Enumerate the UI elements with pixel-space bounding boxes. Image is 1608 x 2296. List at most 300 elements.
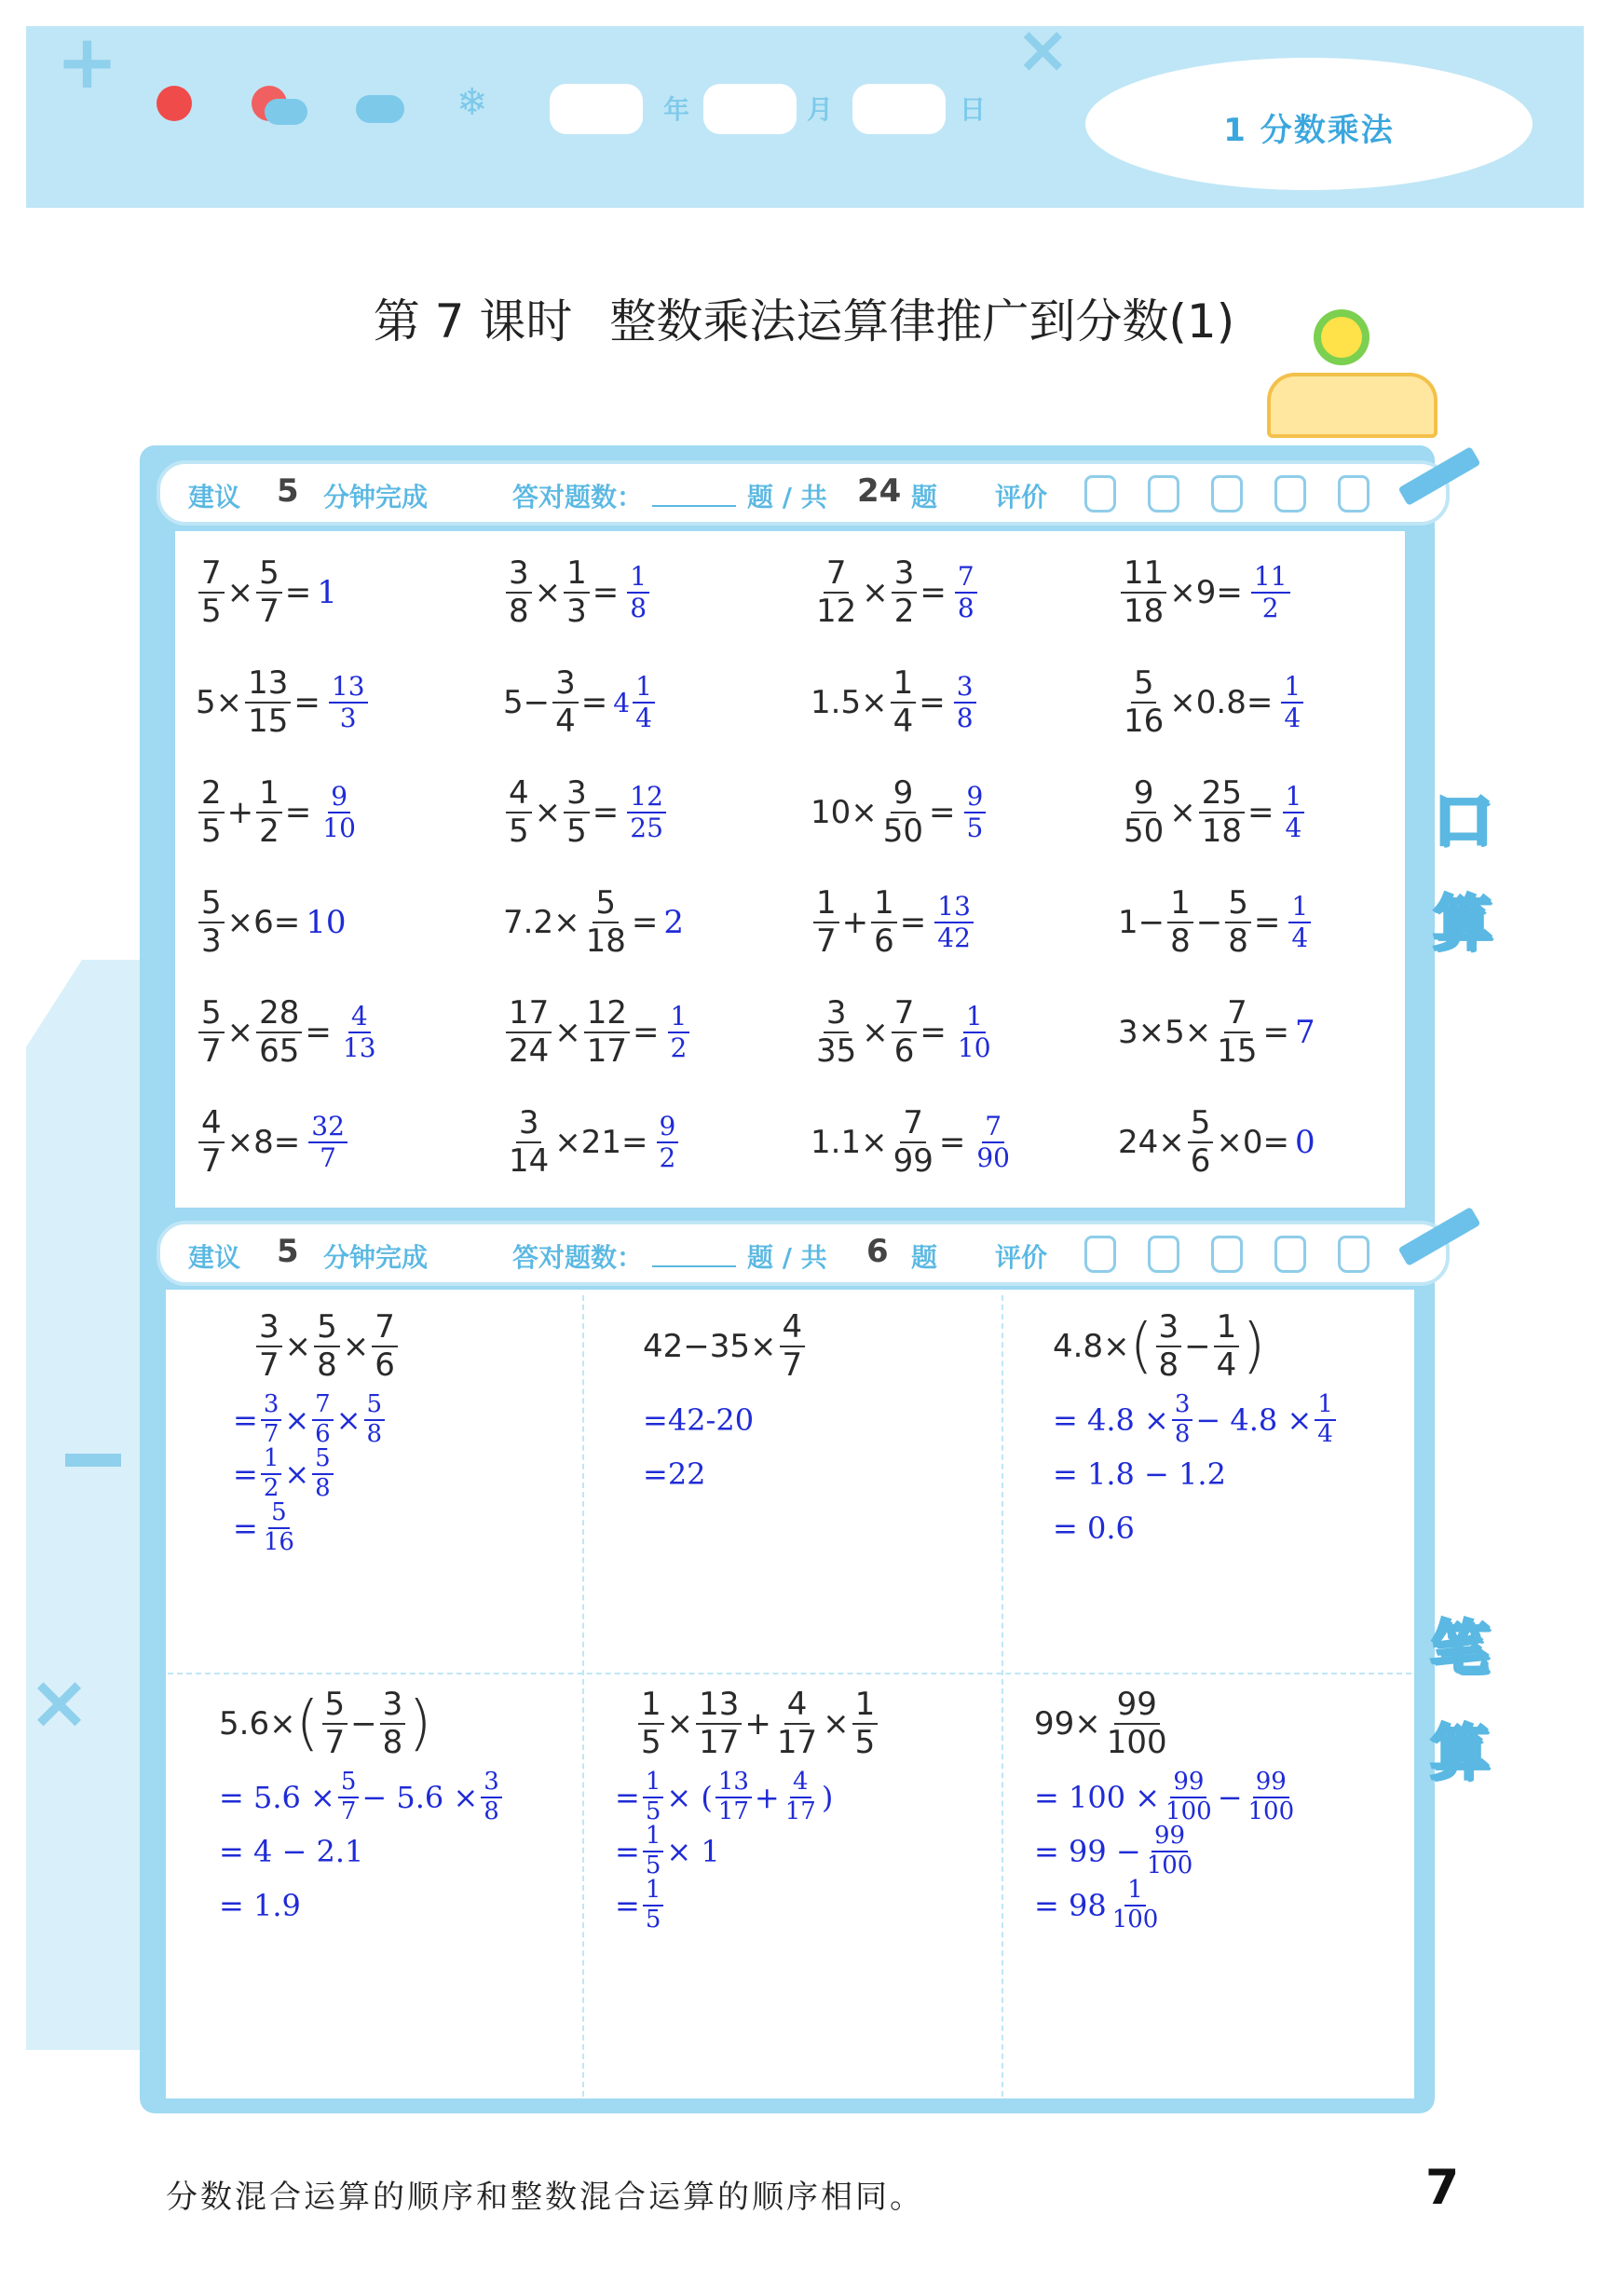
fraction <box>633 672 655 733</box>
numerator: 1 <box>638 1687 664 1725</box>
denominator: 18 <box>585 922 626 960</box>
oral-answer[interactable] <box>663 904 684 941</box>
denominator: 16 <box>1124 703 1165 740</box>
numerator: 3 <box>552 665 579 704</box>
solution-step <box>1034 1770 1425 1824</box>
oral-answer[interactable] <box>306 904 346 941</box>
oral-question <box>196 555 311 630</box>
written-problem <box>643 1300 1034 1501</box>
fraction <box>1121 665 1166 740</box>
numerator: 5 <box>314 1309 340 1347</box>
numerator: 1 <box>1288 892 1311 923</box>
written-rating-label: 评价 <box>995 1242 1048 1273</box>
numerator: 1 <box>256 775 282 813</box>
written-solution[interactable] <box>615 1770 1006 1933</box>
oral-question <box>1118 1105 1289 1180</box>
oral-answer[interactable] <box>932 892 976 953</box>
denominator: 17 <box>699 1724 740 1761</box>
math-text: = 4.8 × <box>1053 1402 1169 1438</box>
numerator: 4 <box>780 1309 806 1347</box>
fraction <box>657 1112 679 1173</box>
flower-icon <box>1321 317 1362 358</box>
oral-question <box>196 885 300 960</box>
numerator: 99 <box>1170 1769 1206 1798</box>
written-question <box>635 1677 1006 1770</box>
oral-question <box>1118 775 1274 850</box>
written-solution[interactable] <box>1034 1770 1425 1933</box>
oral-question <box>503 1105 648 1180</box>
math-text: × <box>226 574 254 611</box>
solution-step <box>1053 1501 1444 1555</box>
math-text: × ( <box>666 1780 713 1815</box>
thumbs-up-icon[interactable] <box>1084 1236 1116 1273</box>
math-text: ×21= <box>554 1124 648 1161</box>
denominator: 100 <box>1146 1852 1193 1879</box>
fraction <box>638 1687 664 1761</box>
math-text: − <box>1195 904 1223 941</box>
written-correct-input[interactable] <box>652 1237 736 1267</box>
denominator: 5 <box>645 1852 661 1879</box>
denominator: 17 <box>784 1797 816 1825</box>
math-text: 99× <box>1034 1705 1101 1742</box>
fraction <box>1199 775 1245 850</box>
numerator: 5 <box>198 885 225 923</box>
denominator: 8 <box>484 1797 499 1825</box>
rainy-icon[interactable] <box>356 86 391 121</box>
numerator: 7 <box>892 995 918 1033</box>
solution-step <box>1053 1447 1444 1501</box>
written-solution[interactable] <box>1053 1390 1444 1555</box>
oral-answer[interactable] <box>951 672 979 733</box>
denominator: 42 <box>937 922 971 953</box>
lesson-title <box>0 284 1608 351</box>
oral-problem <box>1118 766 1307 859</box>
math-text: × <box>554 1014 581 1051</box>
denominator: 10 <box>322 813 356 843</box>
fraction <box>1104 1687 1170 1761</box>
numerator: 7 <box>900 1105 926 1143</box>
math-text: 1 <box>317 574 337 611</box>
written-suggest-prefix: 建议 <box>188 1242 241 1273</box>
fraction <box>364 1391 386 1449</box>
denominator: 3 <box>339 703 357 733</box>
denominator: 5 <box>854 1724 876 1761</box>
denominator: 50 <box>1124 813 1165 850</box>
solution-step <box>615 1770 1006 1824</box>
written-rating-thumbs <box>1084 1236 1383 1273</box>
oral-question <box>196 995 332 1070</box>
oral-problem <box>503 1096 681 1189</box>
oral-question <box>811 775 956 850</box>
oral-answer[interactable] <box>1248 562 1293 623</box>
math-text: × 1 <box>666 1834 720 1869</box>
denominator: 100 <box>1165 1797 1212 1825</box>
numerator: 1 <box>963 1002 986 1033</box>
math-text: × <box>666 1705 694 1742</box>
fraction <box>1188 1105 1214 1180</box>
numerator: 1 <box>891 665 917 704</box>
math-text: 2 <box>663 904 684 941</box>
oral-question <box>196 1105 300 1180</box>
math-text: = <box>305 1014 332 1051</box>
math-text: 5− <box>503 684 551 721</box>
math-text: = <box>615 1834 640 1869</box>
fraction <box>880 775 926 850</box>
numerator: 1 <box>1124 1877 1146 1906</box>
denominator: 7 <box>320 1142 336 1173</box>
fraction <box>813 885 839 960</box>
oral-problem <box>811 656 979 749</box>
fraction <box>1283 782 1305 843</box>
written-correct-label: 答对题数： <box>512 1242 644 1273</box>
fraction <box>583 885 629 960</box>
oral-answer[interactable] <box>1280 782 1308 843</box>
numerator: 13 <box>696 1687 742 1725</box>
fraction <box>261 1391 282 1449</box>
denominator: 2 <box>263 1474 279 1502</box>
denominator: 7 <box>201 1032 222 1070</box>
parenthesis: ( <box>1129 1312 1153 1381</box>
fraction <box>1144 1823 1196 1880</box>
thumbs-up-icon[interactable] <box>1338 1236 1370 1273</box>
written-problem <box>1034 1677 1425 1933</box>
fraction <box>198 885 225 960</box>
denominator: 13 <box>342 1032 376 1063</box>
lesson-topic: 整数乘法运算律推广到分数(1) <box>609 294 1235 348</box>
oral-question <box>1118 885 1280 960</box>
math-text: + <box>744 1705 771 1742</box>
written-solution[interactable] <box>233 1390 624 1556</box>
year-field[interactable] <box>550 84 643 134</box>
math-text: 4.8× <box>1053 1328 1130 1365</box>
fraction <box>627 562 649 623</box>
fraction <box>955 562 977 623</box>
denominator: 50 <box>882 813 924 850</box>
fraction <box>783 1769 819 1826</box>
fraction <box>1172 1391 1193 1449</box>
oral-answer[interactable] <box>952 562 980 623</box>
denominator: 2 <box>259 813 279 850</box>
oral-question <box>1118 555 1243 630</box>
oral-problem <box>1118 656 1306 749</box>
denominator: 4 <box>1317 1420 1333 1448</box>
unit-title: 1 分数乘法 <box>1223 112 1395 149</box>
numerator: 3 <box>824 995 850 1033</box>
numerator: 7 <box>198 555 225 594</box>
math-text: × <box>284 1402 310 1438</box>
oral-answer[interactable] <box>665 1002 693 1063</box>
oral-question <box>503 555 619 630</box>
denominator: 15 <box>248 703 289 740</box>
fraction <box>643 1877 664 1934</box>
oral-answer[interactable] <box>317 782 361 843</box>
fraction <box>1163 1769 1215 1826</box>
denominator: 4 <box>1216 1346 1237 1384</box>
numerator: 13 <box>934 892 974 923</box>
numerator: 13 <box>245 665 291 704</box>
oral-answer[interactable] <box>317 574 337 611</box>
numerator: 28 <box>256 995 302 1033</box>
math-text: = 4 − 2.1 <box>219 1834 364 1869</box>
numerator: 7 <box>982 1112 1004 1143</box>
numerator: 99 <box>1151 1823 1188 1852</box>
math-text: = <box>580 684 608 721</box>
oral-label-1: 口 <box>1433 787 1492 856</box>
thumbs-up-icon[interactable] <box>1084 475 1116 512</box>
denominator: 6 <box>874 922 894 960</box>
math-text: = <box>1247 794 1274 831</box>
numerator: 1 <box>564 555 590 594</box>
month-label: 月 <box>807 94 834 125</box>
solution-step <box>643 1447 1034 1501</box>
day-field[interactable] <box>852 84 946 134</box>
fraction <box>198 995 225 1070</box>
oral-rating-thumbs <box>1084 475 1383 512</box>
denominator: 65 <box>259 1032 300 1070</box>
numerator: 3 <box>892 555 918 594</box>
oral-problem <box>196 876 347 969</box>
math-text: 24× <box>1118 1124 1185 1161</box>
oral-answer[interactable] <box>971 1112 1015 1173</box>
oral-problem <box>196 546 337 639</box>
math-text: = 98 <box>1034 1888 1107 1923</box>
math-text: − 5.6 × <box>361 1780 479 1815</box>
math-text: 42−35× <box>643 1328 777 1365</box>
denominator: 6 <box>1190 1142 1211 1180</box>
thumbs-up-icon[interactable] <box>1148 475 1179 512</box>
denominator: 100 <box>1106 1724 1167 1761</box>
thumbs-up-icon[interactable] <box>1211 1236 1243 1273</box>
oral-problem <box>811 986 997 1079</box>
math-text: × <box>862 1014 889 1051</box>
oral-answer[interactable] <box>337 1002 382 1063</box>
written-solution[interactable] <box>219 1770 610 1933</box>
denominator: 14 <box>509 1142 550 1180</box>
denominator: 8 <box>509 593 529 630</box>
math-text: 7.2× <box>503 904 580 941</box>
oral-answer[interactable] <box>326 672 371 733</box>
thumbs-up-icon[interactable] <box>1211 475 1243 512</box>
oral-question <box>196 775 311 850</box>
thumbs-up-icon[interactable] <box>1338 475 1370 512</box>
math-text: = 5.6 × <box>219 1780 335 1815</box>
numerator: 7 <box>955 562 977 594</box>
oral-question <box>811 665 946 740</box>
oral-answer[interactable] <box>1295 1014 1315 1051</box>
numerator: 1 <box>668 1002 690 1033</box>
parenthesis: ) <box>408 1689 432 1758</box>
plus-decoration-icon: + <box>56 19 119 105</box>
denominator: 2 <box>1261 593 1279 623</box>
fraction <box>584 995 630 1070</box>
math-text: = <box>284 574 312 611</box>
denominator: 3 <box>201 922 222 960</box>
oral-info-bar <box>157 460 1450 526</box>
math-text: = <box>1253 904 1281 941</box>
math-text: = <box>633 1014 660 1051</box>
oral-correct-input[interactable] <box>652 477 736 507</box>
math-text: = <box>920 574 947 611</box>
numerator: 7 <box>372 1309 398 1347</box>
math-text: × <box>226 1014 254 1051</box>
numerator: 1 <box>852 1687 879 1725</box>
denominator: 5 <box>645 1906 661 1934</box>
parenthesis: ) <box>1242 1312 1266 1381</box>
numerator: 12 <box>584 995 630 1033</box>
snow-icon[interactable]: ❄ <box>457 81 488 124</box>
thumbs-up-icon[interactable] <box>1274 1236 1306 1273</box>
thumbs-up-icon[interactable] <box>1148 1236 1179 1273</box>
day-label: 日 <box>960 94 987 125</box>
fraction <box>256 555 282 630</box>
fraction <box>245 665 291 740</box>
fraction <box>892 995 918 1070</box>
oral-question <box>503 775 619 850</box>
fraction <box>954 672 976 733</box>
written-question <box>1034 1677 1425 1770</box>
parenthesis: ( <box>295 1689 320 1758</box>
math-text: − <box>1184 1328 1211 1365</box>
minus-decoration-icon <box>65 1454 121 1467</box>
oral-problem <box>196 1096 350 1189</box>
numerator: 25 <box>1199 775 1245 813</box>
oral-total-prefix: 题 / 共 <box>747 482 827 512</box>
oral-suggest-prefix: 建议 <box>188 482 241 512</box>
solution-step <box>615 1824 1006 1879</box>
fraction <box>256 995 302 1070</box>
denominator: 99 <box>893 1142 933 1180</box>
numerator: 4 <box>784 1687 811 1725</box>
numerator: 3 <box>481 1769 502 1798</box>
oral-answer[interactable] <box>1295 1124 1315 1161</box>
numerator: 32 <box>308 1112 347 1143</box>
denominator: 8 <box>366 1420 383 1448</box>
denominator: 17 <box>776 1724 818 1761</box>
denominator: 6 <box>375 1346 395 1384</box>
oral-answer[interactable] <box>624 782 669 843</box>
oral-answer[interactable] <box>1286 892 1314 953</box>
math-text: − <box>1217 1780 1243 1815</box>
oral-answer[interactable] <box>654 1112 682 1173</box>
sunny-icon[interactable] <box>157 86 192 121</box>
solution-step <box>219 1879 610 1933</box>
fraction <box>312 1445 334 1503</box>
written-total-suffix: 题 <box>911 1242 938 1273</box>
math-text: = <box>615 1888 640 1923</box>
denominator: 25 <box>630 813 663 843</box>
math-text: = <box>920 1014 947 1051</box>
partly-cloudy-icon[interactable] <box>252 86 287 121</box>
numerator: 4 <box>506 775 532 813</box>
fraction <box>891 665 917 740</box>
math-text: 1.1× <box>811 1124 888 1161</box>
fraction <box>261 1499 297 1557</box>
fraction <box>372 1309 398 1384</box>
oral-answer[interactable] <box>952 1002 997 1063</box>
numerator: 7 <box>312 1391 334 1421</box>
thumbs-up-icon[interactable] <box>1274 475 1306 512</box>
numerator: 3 <box>564 775 590 813</box>
math-text: ×9= <box>1169 574 1243 611</box>
fraction <box>1288 892 1311 953</box>
oral-answer[interactable] <box>306 1112 350 1173</box>
fraction <box>481 1769 502 1826</box>
numerator: 1 <box>1167 885 1193 923</box>
oral-answer[interactable] <box>1278 672 1306 733</box>
numerator: 1 <box>633 672 655 704</box>
oral-question <box>1118 995 1289 1070</box>
math-text: = <box>233 1402 258 1438</box>
math-text: = <box>233 1456 258 1492</box>
math-text: 1.5× <box>811 684 888 721</box>
math-text: = <box>592 574 620 611</box>
denominator: 4 <box>1285 813 1302 843</box>
oral-problem <box>1118 1096 1315 1189</box>
oral-suggest-suffix: 分钟完成 <box>323 482 429 512</box>
denominator: 6 <box>315 1420 331 1448</box>
math-text: = <box>919 684 946 721</box>
math-text: = 0.6 <box>1053 1510 1135 1546</box>
denominator: 8 <box>1228 922 1248 960</box>
oral-problem <box>503 986 692 1079</box>
numerator: 1 <box>1283 782 1305 813</box>
fraction <box>892 555 918 630</box>
numerator: 1 <box>627 562 649 594</box>
oral-question <box>811 1105 965 1180</box>
footer-tip: 分数混合运算的顺序和整数混合运算的顺序相同。 <box>166 2179 924 2216</box>
denominator: 7 <box>324 1724 346 1761</box>
written-total: 6 <box>866 1233 889 1270</box>
lesson-number: 第 7 课时 <box>373 294 573 348</box>
fraction <box>552 665 579 740</box>
oral-problem <box>503 546 652 639</box>
numerator: 5 <box>312 1445 334 1475</box>
denominator: 17 <box>586 1032 628 1070</box>
denominator: 7 <box>340 1797 357 1825</box>
math-text: =22 <box>643 1456 706 1492</box>
numerator: 5 <box>198 995 225 1033</box>
written-solution[interactable] <box>643 1393 1034 1501</box>
numerator: 3 <box>506 555 532 594</box>
denominator: 8 <box>317 1346 337 1384</box>
oral-problem <box>811 876 976 969</box>
oral-question <box>503 995 660 1070</box>
math-text: ×8= <box>226 1124 301 1161</box>
math-text: × <box>1169 794 1196 831</box>
solution-step <box>219 1824 610 1879</box>
oral-answer[interactable] <box>624 562 652 623</box>
numerator: 9 <box>657 1112 679 1143</box>
math-text: × <box>823 1705 850 1742</box>
oral-label-2: 算 <box>1433 890 1492 959</box>
times-decoration-icon: × <box>28 1659 91 1745</box>
math-text: 7 <box>1295 1014 1315 1051</box>
numerator: 4 <box>790 1769 811 1798</box>
denominator: 3 <box>566 593 587 630</box>
month-field[interactable] <box>703 84 797 134</box>
numerator: 3 <box>261 1391 282 1421</box>
denominator: 8 <box>382 1724 403 1761</box>
denominator: 8 <box>630 593 647 623</box>
written-total-prefix: 题 / 共 <box>747 1242 827 1273</box>
fraction <box>1225 885 1251 960</box>
oral-problem <box>503 766 669 859</box>
denominator: 2 <box>659 1142 676 1173</box>
oral-answer[interactable] <box>961 782 989 843</box>
fraction <box>1214 1309 1240 1384</box>
denominator: 2 <box>893 593 915 630</box>
oral-answer[interactable] <box>613 672 658 733</box>
